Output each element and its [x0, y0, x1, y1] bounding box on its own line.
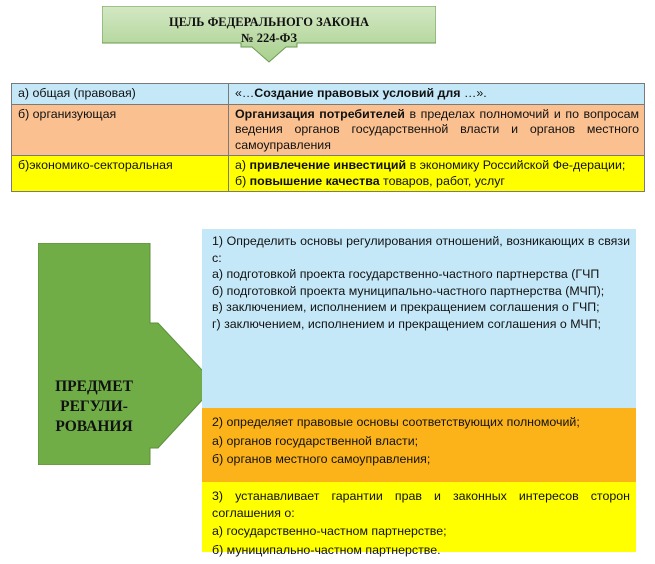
list-item: г) заключением, исполнением и прекращением соглашения о МЧП;	[212, 316, 601, 331]
goal-line-a	[235, 158, 639, 174]
goal-plain-text: в экономику Российской Фе-дерации;	[406, 158, 626, 172]
goal-type-cell: б)экономико-секторальная	[12, 156, 229, 192]
goals-table	[11, 83, 645, 192]
goal-line-b-prefix: б)	[235, 173, 250, 188]
list-item: б) муниципально-частном партнерстве.	[212, 542, 441, 557]
table-row	[12, 84, 645, 105]
goal-description-cell	[229, 156, 645, 192]
block-intro: 3) устанавливает гарантии прав и законных интересов сторон соглашения о:	[212, 489, 630, 520]
quote-close: …».	[460, 86, 487, 100]
list-item: а) подготовкой проекта государственно-частного партнерства (ГЧП	[212, 267, 600, 281]
goal-bold-text: привлечение инвестиций	[249, 158, 407, 172]
goal-description-cell	[229, 104, 645, 156]
list-item: а) государственно-частном партнерстве;	[212, 524, 447, 538]
list-item: б) органов местного самоуправления;	[212, 452, 431, 466]
list-item: а) органов государственной власти;	[212, 433, 419, 448]
goal-plain-text: товаров, работ, услуг	[379, 173, 505, 188]
goal-title-line2: № 224-ФЗ	[241, 31, 297, 45]
block-intro: 2) определяет правовые основы соответствующих полномочий;	[212, 415, 580, 429]
goal-line-a-prefix: а)	[235, 158, 250, 172]
table-row	[12, 156, 645, 192]
list-item: б) подготовкой проекта муниципально-частного партнерства (МЧП);	[212, 283, 605, 298]
table-row	[12, 104, 645, 156]
regulation-block-2	[202, 408, 636, 482]
goal-type-cell: а) общая (правовая)	[12, 84, 229, 105]
subject-arrow	[38, 243, 216, 465]
goal-title-line1: ЦЕЛЬ ФЕДЕРАЛЬНОГО ЗАКОНА	[168, 15, 370, 29]
subject-title	[40, 377, 148, 437]
subject-title-line1: ПРЕДМЕТ	[55, 378, 133, 395]
goal-line-b	[235, 174, 639, 190]
goal-description-cell	[229, 84, 645, 105]
goal-plain-text: в пределах полномочий и по вопросам ведения органов государственной власти и органов местного самоуправления	[235, 106, 639, 152]
goal-type-cell: б) организующая	[12, 104, 229, 156]
list-item: в) заключением, исполнением и прекращением соглашения о ГЧП;	[212, 300, 600, 314]
goal-title	[102, 14, 436, 46]
block-intro: 1) Определить основы регулирования отношений, возникающих в связи с:	[212, 234, 630, 265]
regulation-block-3	[202, 482, 636, 557]
subject-title-line2: РЕГУЛИ-	[60, 398, 128, 415]
goal-bold-text: Создание правовых условий для	[254, 86, 461, 100]
subject-title-line3: РОВАНИЯ	[55, 418, 133, 435]
quote-open: «…	[235, 86, 255, 100]
goal-bold-text: Организация потребителей	[235, 106, 405, 121]
regulation-block-1	[202, 229, 636, 408]
goal-bold-text: повышение качества	[249, 173, 380, 188]
goal-arrow	[102, 6, 436, 62]
